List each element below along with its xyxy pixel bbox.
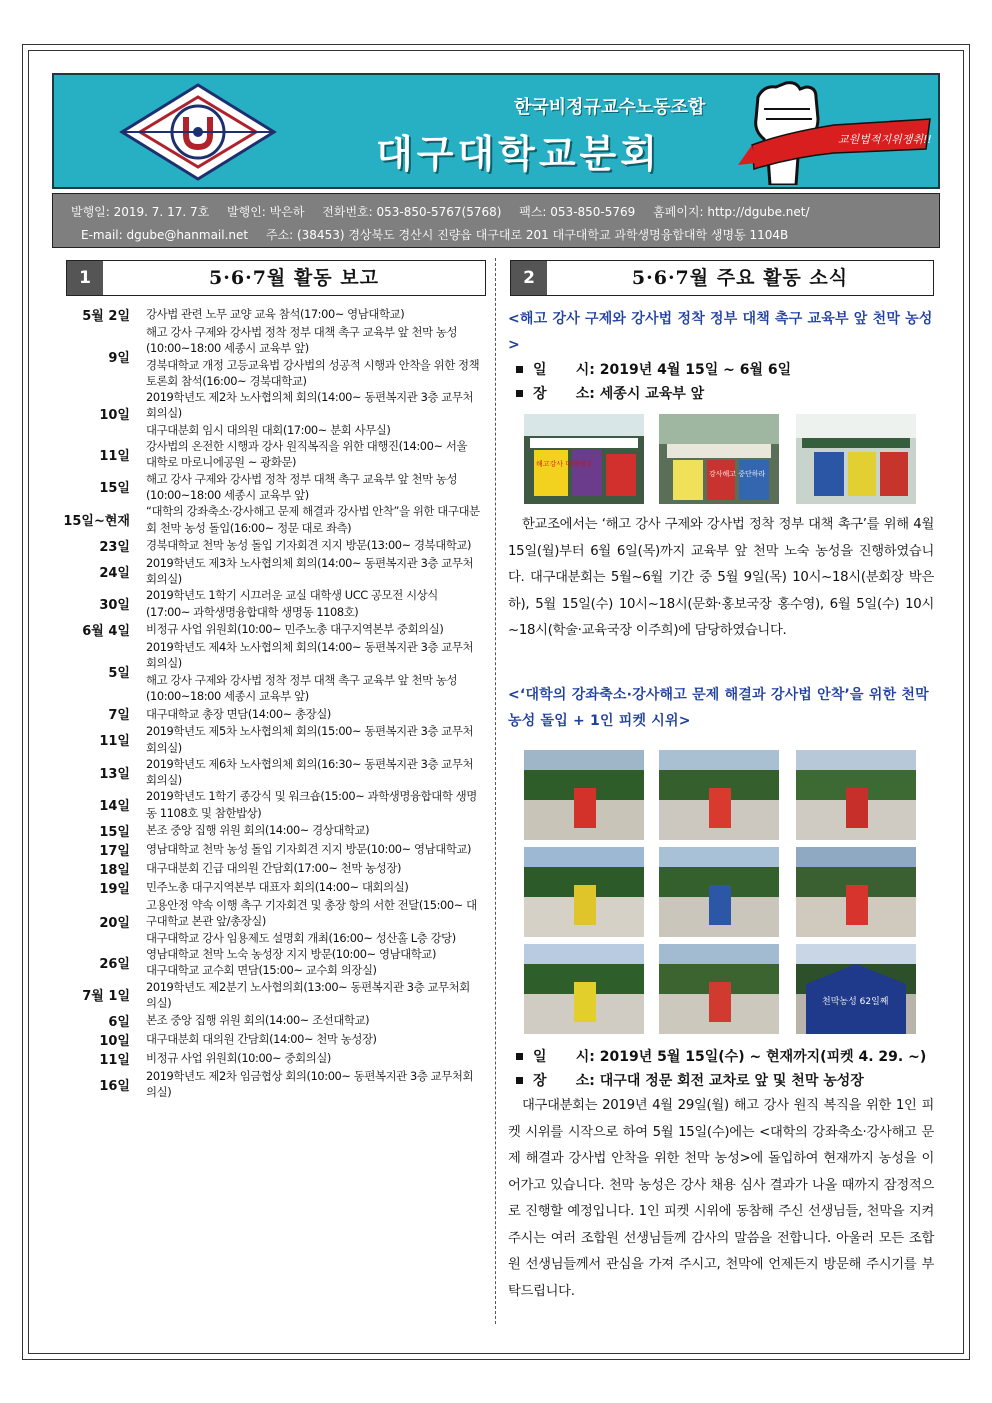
schedule-date: 23일 <box>99 539 130 555</box>
email-link[interactable]: E-mail: dgube@hanmail.net <box>81 228 249 242</box>
schedule-date: 6월 4일 <box>82 624 130 640</box>
bullet-icon <box>516 1053 523 1060</box>
photo-campus-protest-3 <box>796 750 916 840</box>
schedule-event: 강사법 관련 노무 교양 교육 참석(17:00~ 영남대학교) <box>146 307 405 322</box>
schedule-row <box>60 1011 480 1030</box>
svg-text:해고강사 대량해고: 해고강사 대량해고 <box>536 460 593 468</box>
fist-banner-text: 교원법적지위쟁취!! <box>838 133 932 146</box>
schedule-event: 영남대학교 천막 농성 돌입 기자회견 지지 방문(10:00~ 영남대학교) <box>146 842 472 857</box>
schedule-date: 10일 <box>99 408 130 424</box>
schedule-event: 대구대학교 강사 임용제도 설명회 개최(16:00~ 성산홀 L층 강당) <box>146 930 456 945</box>
schedule-event: 2019학년도 제4차 노사협의체 회의(14:00~ 동편복지관 3층 교무처회의실) <box>146 640 474 671</box>
schedule-event: 2019학년도 제2차 노사협의체 회의(14:00~ 동편복지관 3층 교무처회의실) <box>146 390 474 421</box>
schedule-row <box>60 1030 480 1049</box>
section2-title: 5·6·7월 주요 활동 소식 <box>631 267 849 289</box>
photo-campus-protest-4 <box>524 847 644 937</box>
section1-header <box>66 260 486 296</box>
schedule-event: 영남대학교 천막 노숙 농성장 지지 방문(10:00~ 영남대학교) <box>146 946 437 961</box>
schedule-event: 본조 중앙 집행 위원 회의(14:00~ 조선대학교) <box>146 1013 370 1028</box>
schedule-date: 13일 <box>99 766 130 782</box>
schedule-event: 경북대학교 천막 농성 돌입 기자회견 지지 방문(13:00~ 경북대학교) <box>146 538 472 553</box>
schedule-row <box>60 305 480 324</box>
schedule-event: 경북대학교 개정 고등교육법 강사법의 성공적 시행과 안착을 위한 정책 토론회 참석(16:00~ 경북대학교) <box>146 357 480 388</box>
svg-text:강사해고 중단하라: 강사해고 중단하라 <box>709 470 766 478</box>
news1 <box>508 306 934 406</box>
schedule-date: 20일 <box>99 915 130 931</box>
news1-title: <해고 강사 구제와 강사법 정착 정부 대책 촉구 교육부 앞 천막 농성> <box>508 311 933 353</box>
photo-sejong-tent-3 <box>796 414 916 504</box>
schedule-date: 9일 <box>108 351 130 367</box>
branch-name: 대구대학교분회 <box>376 132 661 176</box>
publisher: 발행인: 박은하 <box>227 205 305 219</box>
schedule-event: 2019학년도 제2차 임금협상 회의(10:00~ 동편복지관 3층 교무처회의실) <box>146 1069 474 1100</box>
photo-campus-protest-1 <box>524 750 644 840</box>
schedule-event: 해고 강사 구제와 강사법 정착 정부 대책 촉구 교육부 앞 천막 농성(10:00~18:00 세종시 교육부 앞) <box>146 672 458 703</box>
news1-place: 장 소: 세종시 교육부 앞 <box>508 382 934 406</box>
section1-title: 5·6·7월 활동 보고 <box>209 267 379 289</box>
schedule-row <box>60 897 480 946</box>
news2-place: 장 소: 대구대 정문 회전 교차로 앞 및 천막 농성장 <box>508 1069 934 1093</box>
photo-sejong-tent-2 <box>659 414 779 504</box>
section2-header <box>510 260 934 296</box>
schedule-date: 16일 <box>99 1078 130 1094</box>
schedule-date: 17일 <box>99 844 130 860</box>
schedule-event: 대구대분회 임시 대의원 대회(17:00~ 분회 사무실) <box>146 422 391 437</box>
section2-number: 2 <box>511 261 547 295</box>
issue-date: 발행일: 2019. 7. 17. 7호 <box>71 205 210 219</box>
news1-body-wrap <box>508 512 934 645</box>
schedule-row <box>60 756 480 789</box>
schedule-event: 2019학년도 1학기 시끄러운 교실 대학생 UCC 공모전 시상식(17:00~ 과학생명융합대학 생명동 1108호) <box>146 588 438 619</box>
section1-number: 1 <box>67 261 103 295</box>
photo-campus-protest-9 <box>796 944 916 1034</box>
fax: 팩스: 053-850-5769 <box>519 205 636 219</box>
schedule-date: 11일 <box>99 1053 130 1069</box>
raised-fist-illustration <box>694 79 934 185</box>
schedule-event: 대구대학교 교수회 면담(15:00~ 교수회 의장실) <box>146 963 377 978</box>
activity-schedule <box>60 305 480 1101</box>
schedule-date: 11일 <box>99 448 130 464</box>
schedule-event: “대학의 강좌축소·강사해고 문제 해결과 강사법 안착”을 위한 대구대분회 천막 농성 돌입(16:00~ 정문 대로 좌측) <box>146 504 480 535</box>
schedule-row <box>60 1049 480 1068</box>
news1-body: 한교조에서는 ‘해고 강사 구제와 강사법 정착 정부 대책 촉구’를 위해 4월 15일(월)부터 6월 6일(목)까지 교육부 앞 천막 노숙 농성을 진행하였습니다. 대구대분회는 5월~6월 기간 중 5월 9일(목) 10시~18시(분회장 박은하), 5월 15일(수) 10시~18시(문화·홍보국장 홍수영), 6월 5일(수) 10시~18시(학술·교육국장 이주희)에 담당하였습니다. <box>508 517 934 638</box>
schedule-row <box>60 503 480 536</box>
schedule-row <box>60 438 480 471</box>
schedule-date: 15일 <box>99 481 130 497</box>
schedule-date: 15일~현재 <box>63 514 130 530</box>
schedule-date: 5월 2일 <box>82 309 130 324</box>
schedule-row <box>60 878 480 897</box>
news2-details <box>508 1045 934 1305</box>
union-logo <box>116 81 280 183</box>
news2-period: 일 시: 2019년 5월 15일(수) ~ 현재까지(피켓 4. 29. ~) <box>508 1045 934 1069</box>
news2 <box>508 682 934 734</box>
schedule-row <box>60 555 480 588</box>
schedule-row <box>60 840 480 859</box>
schedule-event: 2019학년도 제5차 노사협의체 회의(15:00~ 동편복지관 3층 교무처회의실) <box>146 724 474 755</box>
header-banner <box>52 73 940 189</box>
schedule-event: 본조 중앙 집행 위원 회의(14:00~ 경상대학교) <box>146 823 370 838</box>
bullet-icon <box>516 366 523 373</box>
schedule-row <box>60 979 480 1012</box>
photo-sejong-tent-1 <box>524 414 644 504</box>
photo-campus-protest-7 <box>524 944 644 1034</box>
schedule-row <box>60 324 480 389</box>
schedule-row <box>60 859 480 878</box>
schedule-row <box>60 821 480 840</box>
bullet-icon <box>516 1077 523 1084</box>
publication-info-bar <box>52 193 940 248</box>
schedule-row <box>60 587 480 620</box>
schedule-row <box>60 471 480 504</box>
schedule-date: 14일 <box>99 799 130 815</box>
schedule-event: 비정규 사업 위원회(10:00~ 중회의실) <box>146 1051 331 1066</box>
schedule-date: 7월 1일 <box>82 989 130 1005</box>
schedule-date: 24일 <box>99 565 130 581</box>
schedule-date: 18일 <box>99 863 130 879</box>
schedule-date: 7일 <box>108 708 130 724</box>
phone: 전화번호: 053-850-5767(5768) <box>322 205 502 219</box>
schedule-event: 비정규 사업 위원회(10:00~ 민주노총 대구지역본부 중회의실) <box>146 622 444 637</box>
news2-title: <‘대학의 강좌축소·강사해고 문제 해결과 강사법 안착’을 위한 천막 농성 돌입 + 1인 피켓 시위> <box>508 687 929 729</box>
schedule-event: 2019학년도 제2분기 노사협의회(13:00~ 동편복지관 3층 교무처회의실) <box>146 979 470 1010</box>
schedule-date: 19일 <box>99 882 130 898</box>
schedule-date: 5일 <box>108 666 130 682</box>
schedule-event: 2019학년도 제6차 노사협의체 회의(16:30~ 동편복지관 3층 교무처회의실) <box>146 756 474 788</box>
column-divider <box>495 258 496 1324</box>
news1-period: 일 시: 2019년 4월 15일 ~ 6월 6일 <box>508 358 934 382</box>
schedule-event: 대구대분회 긴급 대의원 간담회(17:00~ 천막 농성장) <box>146 861 402 876</box>
schedule-row <box>60 620 480 639</box>
photo-campus-protest-5 <box>659 847 779 937</box>
schedule-row <box>60 536 480 555</box>
schedule-date: 30일 <box>99 598 130 614</box>
schedule-date: 6일 <box>108 1015 130 1031</box>
schedule-row <box>60 639 480 704</box>
schedule-date: 15일 <box>99 825 130 841</box>
schedule-row <box>60 723 480 756</box>
schedule-row <box>60 1068 480 1101</box>
schedule-date: 10일 <box>99 1034 130 1050</box>
homepage-link[interactable]: 홈페이지: http://dgube.net/ <box>653 205 810 219</box>
schedule-row <box>60 389 480 438</box>
union-name: 한국비정규교수노동조합 <box>514 97 706 118</box>
schedule-event: 고용안정 약속 이행 촉구 기자회견 및 총장 항의 서한 전달(15:00~ 대구대학교 본관 앞/총장실) <box>146 898 477 929</box>
schedule-row <box>60 788 480 821</box>
schedule-event: 대구대분회 대의원 간담회(14:00~ 천막 농성장) <box>146 1032 377 1047</box>
photo-campus-protest-6 <box>796 847 916 937</box>
schedule-event: 2019학년도 1학기 종강식 및 워크숍(15:00~ 과학생명융합대학 생명동 1108호 및 참한밥상) <box>146 789 477 820</box>
news2-body: 대구대분회는 2019년 4월 29일(월) 해고 강사 원직 복직을 위한 1인 피켓 시위를 시작으로 하여 5월 15일(수)에는 <대학의 강좌축소·강사해고 문제 해결과 강사법 안착을 위한 천막 농성>에 돌입하여 현재까지 농성을 이어가고 있습니다. 천막 농성은 강사 채용 심사 결과가 나올 때까지 잠정적으로 진행할 예정입니다. 1인 피켓 시위에 동참해 주신 선생님들, 천막을 지켜 주시는 여러 조합원 선생님들께 감사의 말씀을 전합니다. 아울러 모든 조합원 선생님들께서 관심을 가져 주시고, 천막에 언제든지 방문해 주시기를 부탁드립니다. <box>508 1098 934 1299</box>
schedule-date: 26일 <box>99 956 130 972</box>
schedule-event: 민주노총 대구지역본부 대표자 회의(14:00~ 대회의실) <box>146 880 409 895</box>
schedule-event: 2019학년도 제3차 노사협의체 회의(14:00~ 동편복지관 3층 교무처회의실) <box>146 555 474 587</box>
photo-campus-protest-2 <box>659 750 779 840</box>
schedule-event: 해고 강사 구제와 강사법 정착 정부 대책 촉구 교육부 앞 천막 농성(10:00~18:00 세종시 교육부 앞) <box>146 471 458 502</box>
schedule-row <box>60 946 480 979</box>
schedule-date: 11일 <box>99 734 130 750</box>
schedule-event: 해고 강사 구제와 강사법 정착 정부 대책 촉구 교육부 앞 천막 농성(10:00~18:00 세종시 교육부 앞) <box>146 325 458 356</box>
photo-campus-protest-8 <box>659 944 779 1034</box>
schedule-row <box>60 704 480 723</box>
schedule-event: 대구대학교 총장 면담(14:00~ 총장실) <box>146 706 331 721</box>
bullet-icon <box>516 390 523 397</box>
svg-text:천막농성 62일째: 천막농성 62일째 <box>822 997 889 1007</box>
schedule-event: 강사법의 온전한 시행과 강사 원직복직을 위한 대행진(14:00~ 서울 대학로 마로니에공원 ~ 광화문) <box>146 439 468 470</box>
address: 주소: (38453) 경상북도 경산시 진량읍 대구대로 201 대구대학교 과학생명융합대학 생명동 1104B <box>265 228 789 242</box>
